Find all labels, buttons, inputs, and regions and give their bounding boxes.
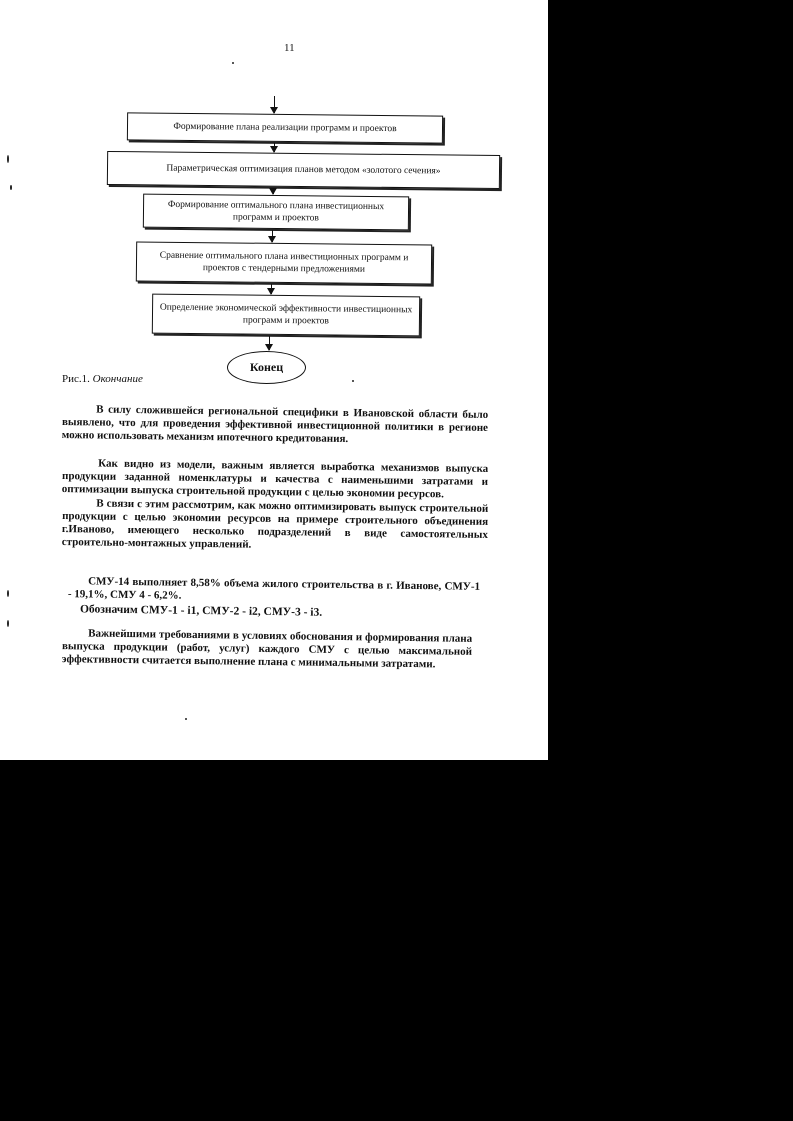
flow-box-economic-efficiency [152,294,420,337]
paragraph-text: Важнейшими требованиями в условиях обоснования и формирования плана выпуска продукции (работ, услуг) каждого СМУ с целью максимальной эффективности считается выполнение плана с минимальными затратами. [61,627,473,671]
paragraph-text: СМУ-14 выполняет 8,58% объема жилого строительства в г. Иванове, СМУ-1 - 19,1%, СМУ 4 - 6,2%. [67,575,481,602]
flow-box-optimal-plan [143,194,409,231]
scan-speck [7,590,9,597]
flow-arrow [271,284,272,294]
flow-arrow [269,336,270,350]
flow-arrow [274,96,275,113]
scan-speck [185,718,187,720]
flow-box-label: Сравнение оптимального плана инвестиционных программ и проектов с тендерными предложениями [159,250,409,275]
flow-end-terminator [227,351,306,384]
paragraph-requirements [62,627,473,672]
flow-box-label: Формирование плана реализации программ и проектов [173,121,397,135]
document-page [0,0,548,760]
paragraph-text: Обозначим СМУ-1 - i1, СМУ-2 - i2, СМУ-3 - i3. [79,603,323,619]
scan-speck [352,380,354,382]
paragraph-model-mechanisms [62,457,489,502]
flow-box-tender-comparison [136,241,432,284]
scan-speck [7,155,9,163]
scan-speck [7,620,9,627]
scan-speck [10,185,12,190]
paragraph-text: В силу сложившейся региональной специфики в Ивановской области было выявлено, что для проведения эффективной инвестиционной политики в регионе можно использовать механизм ипотечного кредитования. [61,403,489,446]
flow-box-label: Параметрическая оптимизация планов методом «золотого сечения» [166,163,441,177]
end-label: Конец [249,360,284,374]
page-number: 11 [284,42,295,54]
paragraph-smu-shares [68,575,480,607]
flow-box-label: Формирование оптимального плана инвестиционных программ и проектов [167,199,385,224]
paragraph-text: В связи с этим рассмотрим, как можно оптимизировать выпуск строительной продукции с целью экономии ресурсов на примере строительного объединения г.Иваново, имеющего несколько подразделений в виде самостоятельных строительно-монтажных управлений. [61,497,489,551]
flow-arrow [273,188,274,194]
caption-title: Окончание [92,373,143,385]
paragraph-text: Как видно из модели, важным является выработка механизмов выпуска продукции заданной номенклатуры и качества с наименьшими затратами и оптимизации выпуска строительной продукции с целью экономии ресурсов. [61,457,489,501]
scan-speck [232,62,234,64]
flow-box-label: Определение экономической эффективности инвестиционных программ и проектов [159,302,413,327]
paragraph-optimization-example [62,497,489,555]
paragraph-notation [80,603,460,621]
flow-arrow [274,143,275,152]
caption-prefix: Рис.1. [62,373,90,385]
paragraph-regional-specifics [62,403,489,448]
figure-caption [62,373,143,385]
flow-arrow [272,230,273,242]
flow-box-golden-section [107,151,500,189]
flow-box-plan-realization [127,112,443,143]
